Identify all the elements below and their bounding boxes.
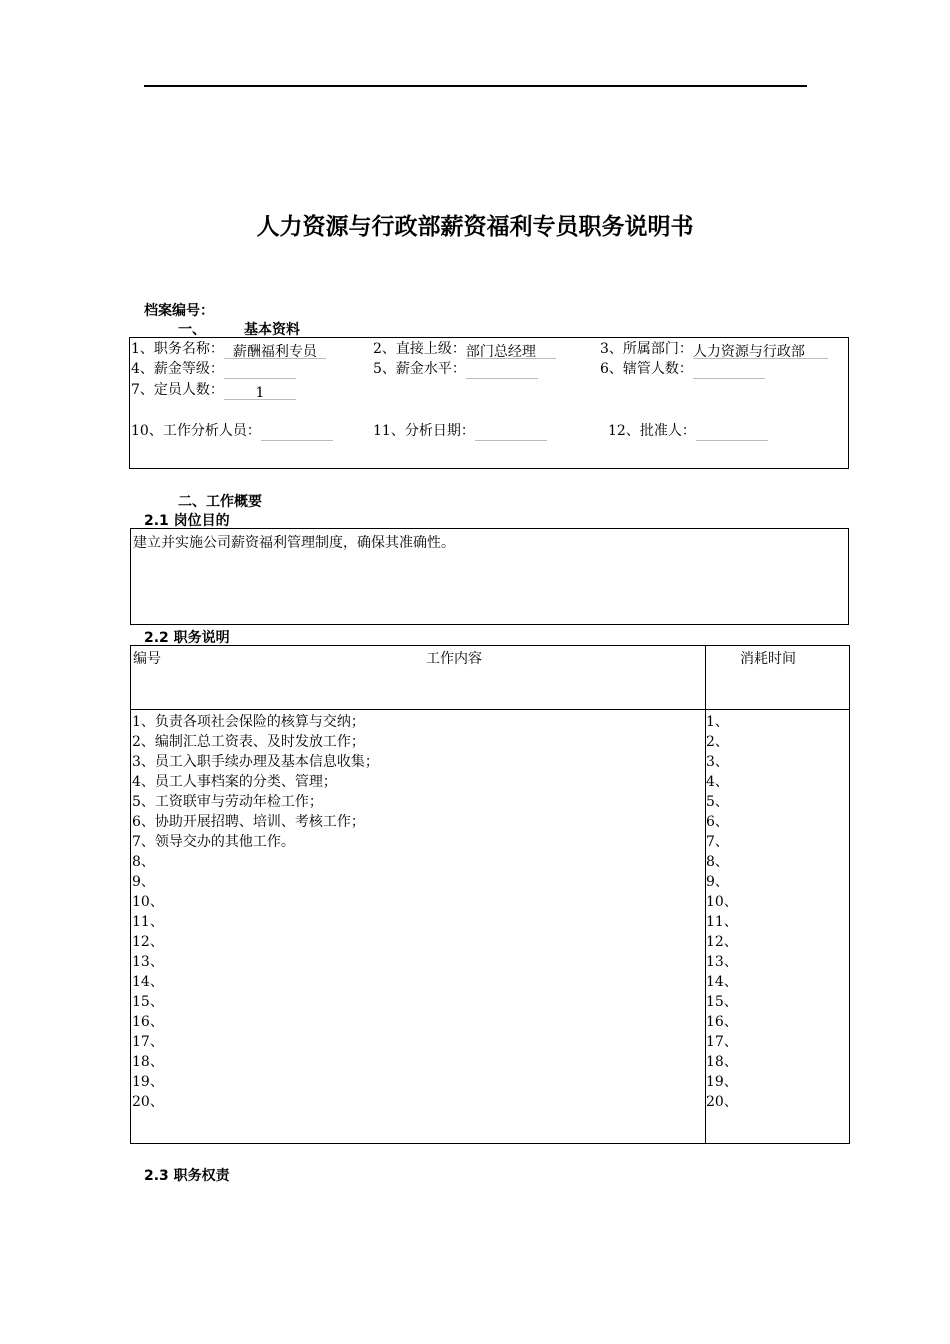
time-cell: 18、 [706,1054,738,1070]
salary-level-field [373,359,538,379]
salary-grade-blank [224,362,296,379]
col-number-header: 编号 [133,651,161,667]
time-cell: 9、 [706,874,729,890]
headcount-label: 7、定员人数： [131,382,224,398]
section2-heading: 二、工作概要 [178,494,262,510]
approver-field [608,421,768,441]
table-row: 13、 [132,954,164,970]
approver-label: 12、批准人： [608,423,696,439]
table-row: 11、 [132,914,164,930]
table-row: 3、员工入职手续办理及基本信息收集； [132,754,379,770]
salary-grade-label: 4、薪金等级： [131,361,224,377]
time-cell: 11、 [706,914,738,930]
time-cell: 8、 [706,854,729,870]
time-cell: 20、 [706,1094,738,1110]
department-value: 人力资源与行政部 [693,342,828,359]
subordinates-label: 6、辖管人数： [600,361,693,377]
col-content-header: 工作内容 [426,651,482,667]
job-title-field [131,339,326,359]
headcount-value: 1 [224,383,296,400]
table-row: 9、 [132,874,155,890]
document-title: 人力资源与行政部薪资福利专员职务说明书 [256,214,694,240]
table-row: 6、协助开展招聘、培训、考核工作； [132,814,365,830]
time-cell: 12、 [706,934,738,950]
time-cell: 16、 [706,1014,738,1030]
analyst-field [131,421,333,441]
analysis-date-label: 11、分析日期： [373,423,475,439]
purpose-heading: 2.1 岗位目的 [144,513,230,529]
analysis-date-field [373,421,547,441]
table-row: 19、 [132,1074,164,1090]
duties-header-divider [130,709,850,710]
table-row: 16、 [132,1014,164,1030]
time-cell: 7、 [706,834,729,850]
supervisor-field [373,339,556,359]
subordinates-field [600,359,765,379]
file-number-label: 档案编号： [144,303,214,319]
time-cell: 5、 [706,794,729,810]
time-cell: 4、 [706,774,729,790]
authority-heading: 2.3 职务权责 [144,1168,230,1184]
job-title-value: 薪酬福利专员 [224,342,326,359]
subordinates-blank [693,362,765,379]
table-row: 14、 [132,974,164,990]
table-row: 10、 [132,894,164,910]
time-cell: 1、 [706,714,729,730]
table-row: 17、 [132,1034,164,1050]
duties-time-list [706,712,738,1112]
approver-blank [696,424,768,441]
analyst-label: 10、工作分析人员： [131,423,261,439]
analysis-date-blank [475,424,547,441]
table-row: 15、 [132,994,164,1010]
supervisor-value: 部门总经理 [466,342,556,359]
analyst-blank [261,424,333,441]
table-row: 1、负责各项社会保险的核算与交纳； [132,714,365,730]
table-row: 18、 [132,1054,164,1070]
salary-level-blank [466,362,538,379]
header-rule [144,85,807,87]
section1-heading: 基本资料 [244,322,300,338]
table-row: 2、编制汇总工资表、及时发放工作； [132,734,365,750]
time-cell: 10、 [706,894,738,910]
supervisor-label: 2、直接上级： [373,341,466,357]
purpose-text: 建立并实施公司薪资福利管理制度，确保其准确性。 [133,535,455,551]
time-cell: 3、 [706,754,729,770]
time-cell: 17、 [706,1034,738,1050]
col-time-header: 消耗时间 [740,651,796,667]
time-cell: 19、 [706,1074,738,1090]
section1-number: 一、 [178,322,206,338]
table-row: 8、 [132,854,155,870]
table-row: 7、领导交办的其他工作。 [132,834,295,850]
salary-level-label: 5、薪金水平： [373,361,466,377]
time-cell: 2、 [706,734,729,750]
job-title-label: 1、职务名称： [131,341,224,357]
time-cell: 14、 [706,974,738,990]
table-row: 12、 [132,934,164,950]
duties-heading: 2.2 职务说明 [144,630,230,646]
salary-grade-field [131,359,296,379]
time-cell: 15、 [706,994,738,1010]
department-label: 3、所属部门： [600,341,693,357]
table-row: 5、工资联审与劳动年检工作； [132,794,323,810]
time-cell: 13、 [706,954,738,970]
table-row: 4、员工人事档案的分类、管理； [132,774,337,790]
department-field [600,339,828,359]
headcount-field [131,380,296,400]
table-row: 20、 [132,1094,164,1110]
duties-content-list [132,712,379,1112]
time-cell: 6、 [706,814,729,830]
